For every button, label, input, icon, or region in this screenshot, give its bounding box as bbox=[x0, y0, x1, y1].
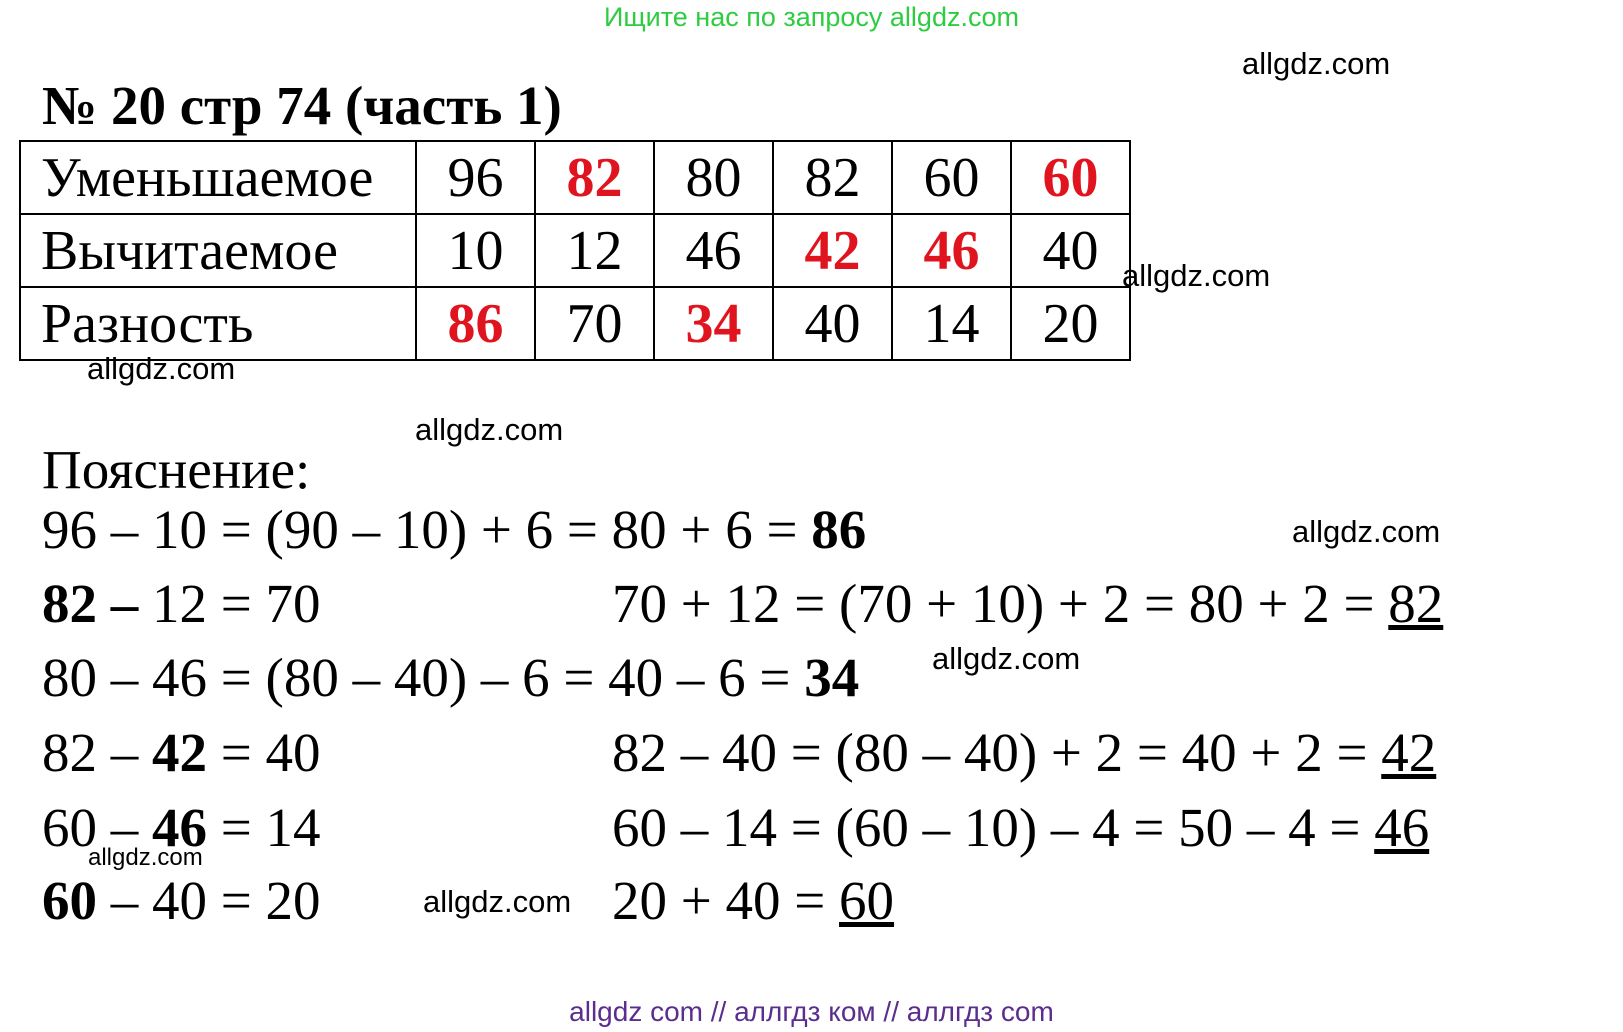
watermark: allgdz.com bbox=[415, 412, 564, 447]
bottom-banner: allgdz com // аллгдз ком // аллгдз com bbox=[569, 996, 1054, 1027]
table-cell: 10 bbox=[416, 214, 535, 287]
equation-operand: 82 – bbox=[42, 573, 139, 634]
equation-text: 60 – bbox=[42, 797, 152, 858]
equation-text: 12 = 70 bbox=[138, 573, 321, 634]
check-text: 82 – 40 = (80 – 40) + 2 = 40 + 2 = bbox=[612, 722, 1382, 783]
table-cell: 40 bbox=[1011, 214, 1130, 287]
subtraction-table bbox=[19, 140, 1131, 361]
table-cell: 80 bbox=[654, 141, 773, 214]
table-cell: 96 bbox=[416, 141, 535, 214]
equation-line bbox=[42, 573, 321, 634]
page-title: № 20 стр 74 (часть 1) bbox=[42, 75, 562, 136]
table-cell: 46 bbox=[654, 214, 773, 287]
table-cell: 14 bbox=[892, 287, 1011, 360]
table-cell: 40 bbox=[773, 287, 892, 360]
table-row bbox=[20, 141, 1130, 214]
watermark: allgdz.com bbox=[1292, 514, 1441, 549]
row-label: Вычитаемое bbox=[20, 214, 416, 287]
table-cell: 20 bbox=[1011, 287, 1130, 360]
equation-text: – 40 = 20 bbox=[97, 870, 321, 931]
top-banner: Ищите нас по запросу allgdz.com bbox=[604, 2, 1019, 32]
check-line bbox=[612, 722, 1437, 783]
table-cell: 82 bbox=[535, 141, 654, 214]
equation-operand: 60 bbox=[42, 870, 97, 931]
table-row bbox=[20, 287, 1130, 360]
row-label: Разность bbox=[20, 287, 416, 360]
equation-text: = 40 bbox=[207, 722, 321, 783]
table-row bbox=[20, 214, 1130, 287]
equation-text: = 14 bbox=[207, 797, 321, 858]
watermark: allgdz.com bbox=[932, 641, 1081, 676]
watermark: allgdz.com bbox=[1242, 46, 1391, 81]
table-cell: 60 bbox=[892, 141, 1011, 214]
equation-text: 80 – 46 = (80 – 40) – 6 = 40 – 6 = bbox=[42, 647, 805, 708]
check-result: 46 bbox=[1374, 797, 1430, 858]
equation-operand: 42 bbox=[152, 722, 207, 783]
check-result: 60 bbox=[839, 870, 895, 931]
explanation-heading: Пояснение: bbox=[42, 439, 311, 500]
watermark: allgdz.com bbox=[1122, 258, 1271, 293]
check-line bbox=[612, 797, 1430, 858]
table-cell: 86 bbox=[416, 287, 535, 360]
equation-text: 82 – bbox=[42, 722, 152, 783]
check-line bbox=[612, 573, 1444, 634]
equation-text: 96 – 10 = (90 – 10) + 6 = 80 + 6 = bbox=[42, 499, 812, 560]
equation-line bbox=[42, 499, 867, 560]
check-text: 20 + 40 = bbox=[612, 870, 840, 931]
equation-operand: 46 bbox=[152, 797, 207, 858]
watermark: allgdz.com bbox=[87, 351, 236, 386]
table-cell: 70 bbox=[535, 287, 654, 360]
equation-line bbox=[42, 722, 321, 783]
equation-line bbox=[42, 647, 860, 708]
table-cell: 46 bbox=[892, 214, 1011, 287]
watermark: allgdz.com bbox=[423, 884, 572, 919]
check-text: 60 – 14 = (60 – 10) – 4 = 50 – 4 = bbox=[612, 797, 1375, 858]
check-result: 82 bbox=[1388, 573, 1444, 634]
check-line bbox=[612, 870, 895, 931]
row-label: Уменьшаемое bbox=[20, 141, 416, 214]
table-cell: 34 bbox=[654, 287, 773, 360]
table-cell: 60 bbox=[1011, 141, 1130, 214]
equation-result: 34 bbox=[804, 647, 860, 708]
equation-line bbox=[42, 870, 321, 931]
equation-result: 86 bbox=[811, 499, 867, 560]
table-cell: 42 bbox=[773, 214, 892, 287]
watermark: allgdz.com bbox=[88, 844, 203, 871]
check-text: 70 + 12 = (70 + 10) + 2 = 80 + 2 = bbox=[612, 573, 1389, 634]
table-cell: 12 bbox=[535, 214, 654, 287]
check-result: 42 bbox=[1381, 722, 1437, 783]
table-cell: 82 bbox=[773, 141, 892, 214]
